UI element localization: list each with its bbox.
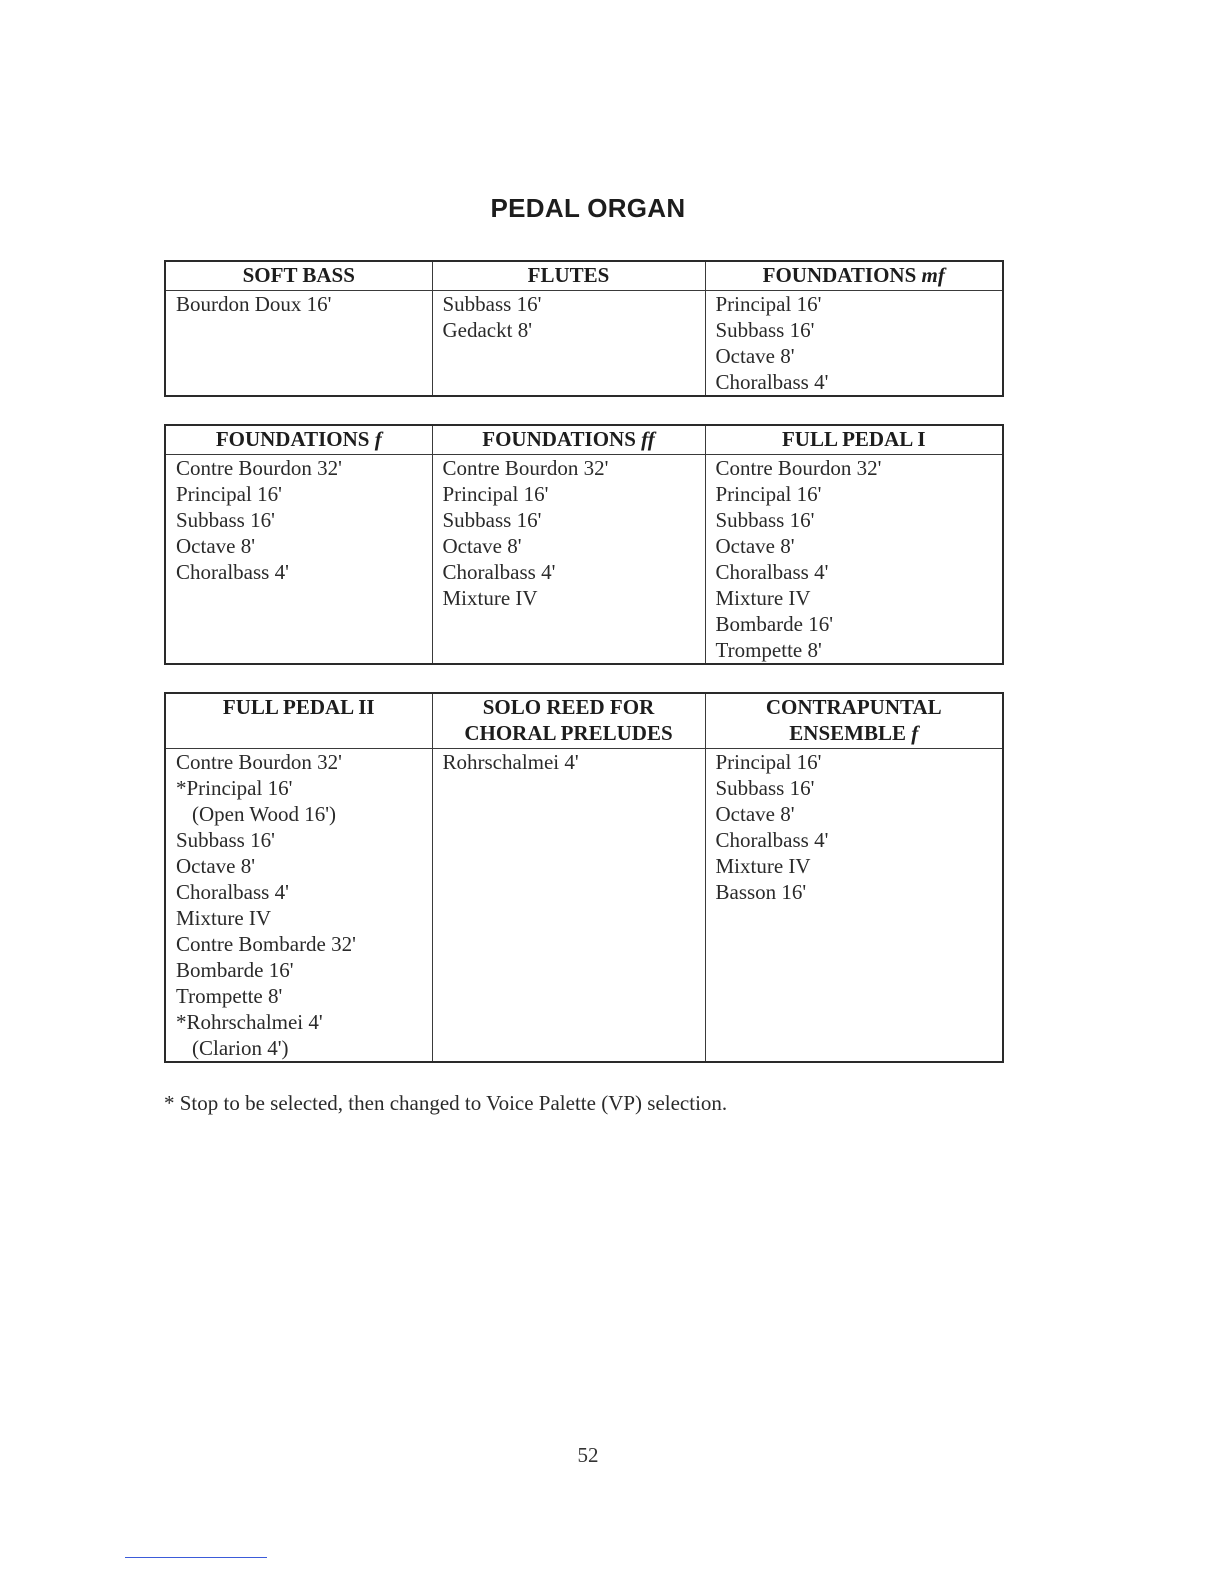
stop-item: Gedackt 8' — [442, 318, 532, 342]
stop-item: Octave 8' — [715, 534, 795, 558]
stop-item: Principal 16' — [442, 482, 549, 506]
stop-item: Contre Bourdon 32' — [176, 456, 342, 480]
stop-item: Octave 8' — [715, 344, 795, 368]
table-header-row — [165, 425, 1003, 455]
stop-item: Octave 8' — [715, 802, 795, 826]
stop-list-full-pedal-1 — [705, 455, 1003, 665]
header-contrapuntal-ensemble: CONTRAPUNTAL ENSEMBLE f — [705, 693, 1003, 749]
page-title: PEDAL ORGAN — [490, 193, 686, 223]
stop-item: Choralbass 4' — [715, 828, 829, 852]
stop-item: Subbass 16' — [442, 292, 542, 316]
header-full-pedal-1: FULL PEDAL I — [705, 425, 1003, 455]
stop-item: Mixture IV — [442, 586, 538, 610]
stop-item: Contre Bourdon 32' — [176, 750, 342, 774]
stop-list-flutes — [432, 291, 705, 397]
stop-item: Subbass 16' — [176, 508, 275, 532]
stop-item: Subbass 16' — [715, 776, 815, 800]
stop-list-foundations-f — [165, 455, 432, 665]
stop-item: Contre Bombarde 32' — [176, 932, 356, 956]
dynamic-marking: f — [374, 427, 382, 451]
table-header-row — [165, 693, 1003, 749]
stop-item: (Clarion 4') — [192, 1036, 289, 1060]
table-row — [165, 291, 1003, 397]
dynamic-marking: mf — [921, 263, 945, 287]
stop-item: Choralbass 4' — [715, 560, 829, 584]
stop-item: Bourdon Doux 16' — [176, 292, 332, 316]
header-foundations-ff: FOUNDATIONS ff — [432, 425, 705, 455]
table-header-row — [165, 261, 1003, 291]
stop-item: Trompette 8' — [715, 638, 822, 662]
header-solo-reed: SOLO REED FOR CHORAL PRELUDES — [432, 693, 705, 749]
header-soft-bass: SOFT BASS — [165, 261, 432, 291]
stop-list-full-pedal-2 — [165, 749, 432, 1063]
stop-item: Subbass 16' — [442, 508, 542, 532]
stop-item: Basson 16' — [715, 880, 807, 904]
header-foundations-f: FOUNDATIONS f — [165, 425, 432, 455]
stop-item: Principal 16' — [176, 482, 282, 506]
stop-item: Bombarde 16' — [176, 958, 294, 982]
stop-item: Subbass 16' — [715, 508, 815, 532]
stop-list-soft-bass — [165, 291, 432, 397]
dynamic-marking: ff — [641, 427, 655, 451]
stop-item: Octave 8' — [442, 534, 522, 558]
stop-item: Mixture IV — [715, 854, 811, 878]
dynamic-marking: f — [911, 721, 919, 745]
stop-item: Contre Bourdon 32' — [715, 456, 882, 480]
stop-item: Choralbass 4' — [442, 560, 556, 584]
table-row — [165, 455, 1003, 665]
registration-table-3 — [164, 692, 1004, 1063]
footnote: * Stop to be selected, then changed to Voice Palette (VP) selection. — [164, 1091, 728, 1115]
stop-item: Contre Bourdon 32' — [442, 456, 609, 480]
stop-item: Subbass 16' — [715, 318, 815, 342]
stop-item: Octave 8' — [176, 854, 255, 878]
stop-item: Principal 16' — [715, 482, 822, 506]
stop-item: Choralbass 4' — [176, 560, 289, 584]
stop-list-solo-reed — [432, 749, 705, 1063]
stop-item: Bombarde 16' — [715, 612, 834, 636]
stop-item: *Rohrschalmei 4' — [176, 1010, 323, 1034]
stop-item: (Open Wood 16') — [192, 802, 337, 826]
stop-list-foundations-mf — [705, 291, 1003, 397]
header-flutes: FLUTES — [432, 261, 705, 291]
stop-item: Principal 16' — [715, 750, 822, 774]
stop-item: Trompette 8' — [176, 984, 283, 1008]
stop-item: Rohrschalmei 4' — [442, 750, 579, 774]
stop-item: Mixture IV — [715, 586, 811, 610]
stop-item: Principal 16' — [715, 292, 822, 316]
header-full-pedal-2: FULL PEDAL II — [165, 693, 432, 749]
bottom-rule — [125, 1557, 267, 1558]
header-foundations-mf: FOUNDATIONS mf — [705, 261, 1003, 291]
page-number: 52 — [577, 1443, 599, 1467]
stop-list-foundations-ff — [432, 455, 705, 665]
stop-item: *Principal 16' — [176, 776, 293, 800]
stop-item: Octave 8' — [176, 534, 255, 558]
stop-list-contrapuntal-ensemble — [705, 749, 1003, 1063]
registration-table-1 — [164, 260, 1004, 397]
table-row — [165, 749, 1003, 1063]
stop-item: Mixture IV — [176, 906, 272, 930]
stop-item: Choralbass 4' — [176, 880, 289, 904]
stop-item: Choralbass 4' — [715, 370, 829, 394]
registration-table-2 — [164, 424, 1004, 665]
stop-item: Subbass 16' — [176, 828, 275, 852]
